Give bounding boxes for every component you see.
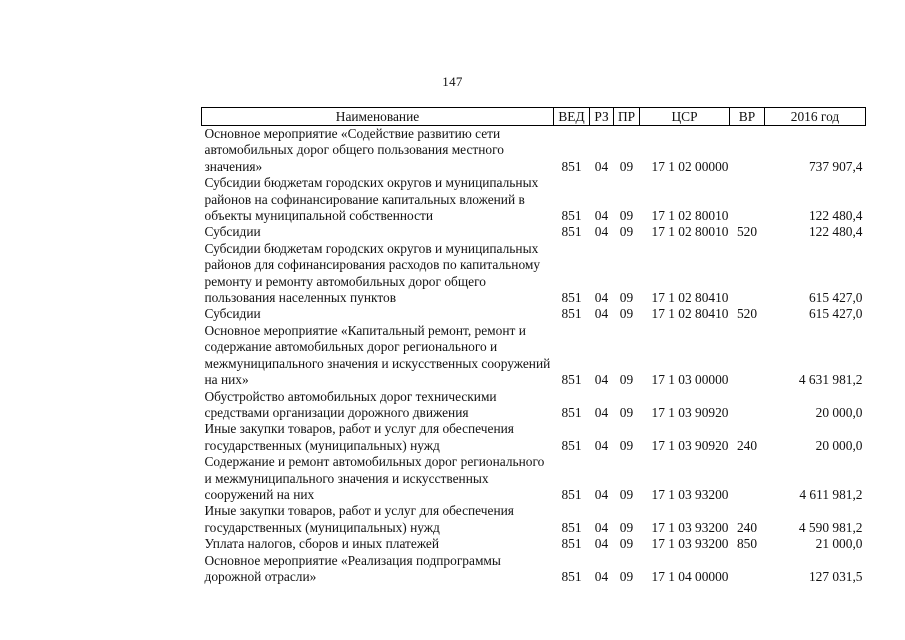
table-row xyxy=(202,553,866,586)
row-rz: 04 xyxy=(594,404,609,420)
table-row xyxy=(202,175,866,224)
row-csr: 17 1 02 00000 xyxy=(651,158,729,174)
row-amount: 21 000,0 xyxy=(815,536,863,552)
row-name: Уплата налогов, сборов и иных платежей xyxy=(204,536,440,552)
row-rz: 04 xyxy=(594,536,609,552)
row-csr: 17 1 03 93200 xyxy=(651,486,729,502)
row-pr: 09 xyxy=(619,208,634,224)
row-rz: 04 xyxy=(594,158,609,174)
row-csr: 17 1 03 90920 xyxy=(651,404,729,420)
row-pr: 09 xyxy=(619,158,634,174)
row-amount: 615 427,0 xyxy=(808,306,863,322)
row-csr: 17 1 03 93200 xyxy=(651,519,729,535)
row-ved: 851 xyxy=(561,404,582,420)
row-ved: 851 xyxy=(561,568,582,584)
row-ved: 851 xyxy=(561,306,582,322)
row-csr: 17 1 02 80010 xyxy=(651,224,729,240)
header-pr: ПР xyxy=(614,108,640,126)
row-amount: 127 031,5 xyxy=(808,568,863,584)
row-vr: 240 xyxy=(736,437,758,453)
row-ved: 851 xyxy=(561,536,582,552)
row-pr: 09 xyxy=(619,404,634,420)
row-name: Содержание и ремонт автомобильных дорог регионального и межмуниципального значения и искусственных сооружений на них xyxy=(204,454,545,502)
row-rz: 04 xyxy=(594,568,609,584)
row-vr xyxy=(730,323,765,389)
row-ved: 851 xyxy=(561,290,582,306)
table-row xyxy=(202,126,866,176)
row-vr: 850 xyxy=(736,536,758,552)
row-name: Субсидии xyxy=(204,224,261,240)
row-pr: 09 xyxy=(619,290,634,306)
row-vr xyxy=(730,389,765,422)
row-vr: 520 xyxy=(736,224,758,240)
table-row xyxy=(202,389,866,422)
row-csr: 17 1 02 80410 xyxy=(651,290,729,306)
row-amount: 615 427,0 xyxy=(808,290,863,306)
row-rz: 04 xyxy=(594,486,609,502)
row-vr: 520 xyxy=(736,306,758,322)
row-csr: 17 1 03 93200 xyxy=(651,536,729,552)
header-csr: ЦСР xyxy=(640,108,730,126)
row-amount: 20 000,0 xyxy=(815,404,863,420)
row-rz: 04 xyxy=(594,372,609,388)
budget-table xyxy=(201,107,866,585)
row-vr xyxy=(730,126,765,176)
row-amount: 737 907,4 xyxy=(808,158,863,174)
row-pr: 09 xyxy=(619,486,634,502)
row-amount: 122 480,4 xyxy=(808,224,863,240)
row-csr: 17 1 03 90920 xyxy=(651,437,729,453)
row-name: Обустройство автомобильных дорог техническими средствами организации дорожного движения xyxy=(204,388,497,420)
table-row xyxy=(202,241,866,307)
header-year: 2016 год xyxy=(765,108,866,126)
row-name: Основное мероприятие «Содействие развитию сети автомобильных дорог общего пользования местного значения» xyxy=(204,126,504,174)
row-pr: 09 xyxy=(619,224,634,240)
table-row xyxy=(202,536,866,552)
row-pr: 09 xyxy=(619,306,634,322)
row-csr: 17 1 04 00000 xyxy=(651,568,729,584)
table-row xyxy=(202,306,866,322)
row-ved: 851 xyxy=(561,208,582,224)
row-ved: 851 xyxy=(561,437,582,453)
row-csr: 17 1 02 80410 xyxy=(651,306,729,322)
row-amount: 4 631 981,2 xyxy=(798,372,863,388)
table-body xyxy=(202,126,866,586)
row-amount: 20 000,0 xyxy=(815,437,863,453)
row-rz: 04 xyxy=(594,519,609,535)
row-name: Субсидии xyxy=(204,306,261,322)
row-rz: 04 xyxy=(594,224,609,240)
row-amount: 4 590 981,2 xyxy=(798,519,863,535)
row-csr: 17 1 02 80010 xyxy=(651,208,729,224)
header-ved: ВЕД xyxy=(554,108,590,126)
table-row xyxy=(202,323,866,389)
table-row xyxy=(202,421,866,454)
row-amount: 4 611 981,2 xyxy=(799,486,863,502)
row-name: Субсидии бюджетам городских округов и муниципальных районов для софинансирования расходов по капитальному ремонту и ремонту автомобильных дорог общего пользования населенных пунктов xyxy=(204,240,541,306)
row-pr: 09 xyxy=(619,372,634,388)
row-name: Основное мероприятие «Реализация подпрограммы дорожной отрасли» xyxy=(204,552,501,584)
row-ved: 851 xyxy=(561,519,582,535)
row-rz: 04 xyxy=(594,290,609,306)
header-vr: ВР xyxy=(730,108,765,126)
row-vr xyxy=(730,175,765,224)
row-ved: 851 xyxy=(561,372,582,388)
row-ved: 851 xyxy=(561,158,582,174)
row-ved: 851 xyxy=(561,224,582,240)
row-vr: 240 xyxy=(736,519,758,535)
table-row xyxy=(202,454,866,503)
row-vr xyxy=(730,241,765,307)
row-rz: 04 xyxy=(594,437,609,453)
row-pr: 09 xyxy=(619,519,634,535)
row-name: Иные закупки товаров, работ и услуг для обеспечения государственных (муниципальных) нужд xyxy=(204,503,514,535)
row-rz: 04 xyxy=(594,208,609,224)
header-rz: РЗ xyxy=(590,108,614,126)
header-name: Наименование xyxy=(202,108,554,126)
row-amount: 122 480,4 xyxy=(808,208,863,224)
row-name: Основное мероприятие «Капитальный ремонт, ремонт и содержание автомобильных дорог регионального и межмуниципального значения и искусственных сооружений на них» xyxy=(204,322,551,388)
table-header-row xyxy=(202,108,866,126)
page-number: 147 xyxy=(442,74,463,89)
row-pr: 09 xyxy=(619,536,634,552)
row-name: Иные закупки товаров, работ и услуг для обеспечения государственных (муниципальных) нужд xyxy=(204,421,514,453)
table-row xyxy=(202,224,866,240)
table-row xyxy=(202,503,866,536)
row-pr: 09 xyxy=(619,568,634,584)
row-pr: 09 xyxy=(619,437,634,453)
row-name: Субсидии бюджетам городских округов и муниципальных районов на софинансирование капитальных вложений в объекты муниципальной собственности xyxy=(204,175,539,224)
row-vr xyxy=(730,454,765,503)
row-vr xyxy=(730,553,765,586)
row-rz: 04 xyxy=(594,306,609,322)
row-ved: 851 xyxy=(561,486,582,502)
row-csr: 17 1 03 00000 xyxy=(651,372,729,388)
